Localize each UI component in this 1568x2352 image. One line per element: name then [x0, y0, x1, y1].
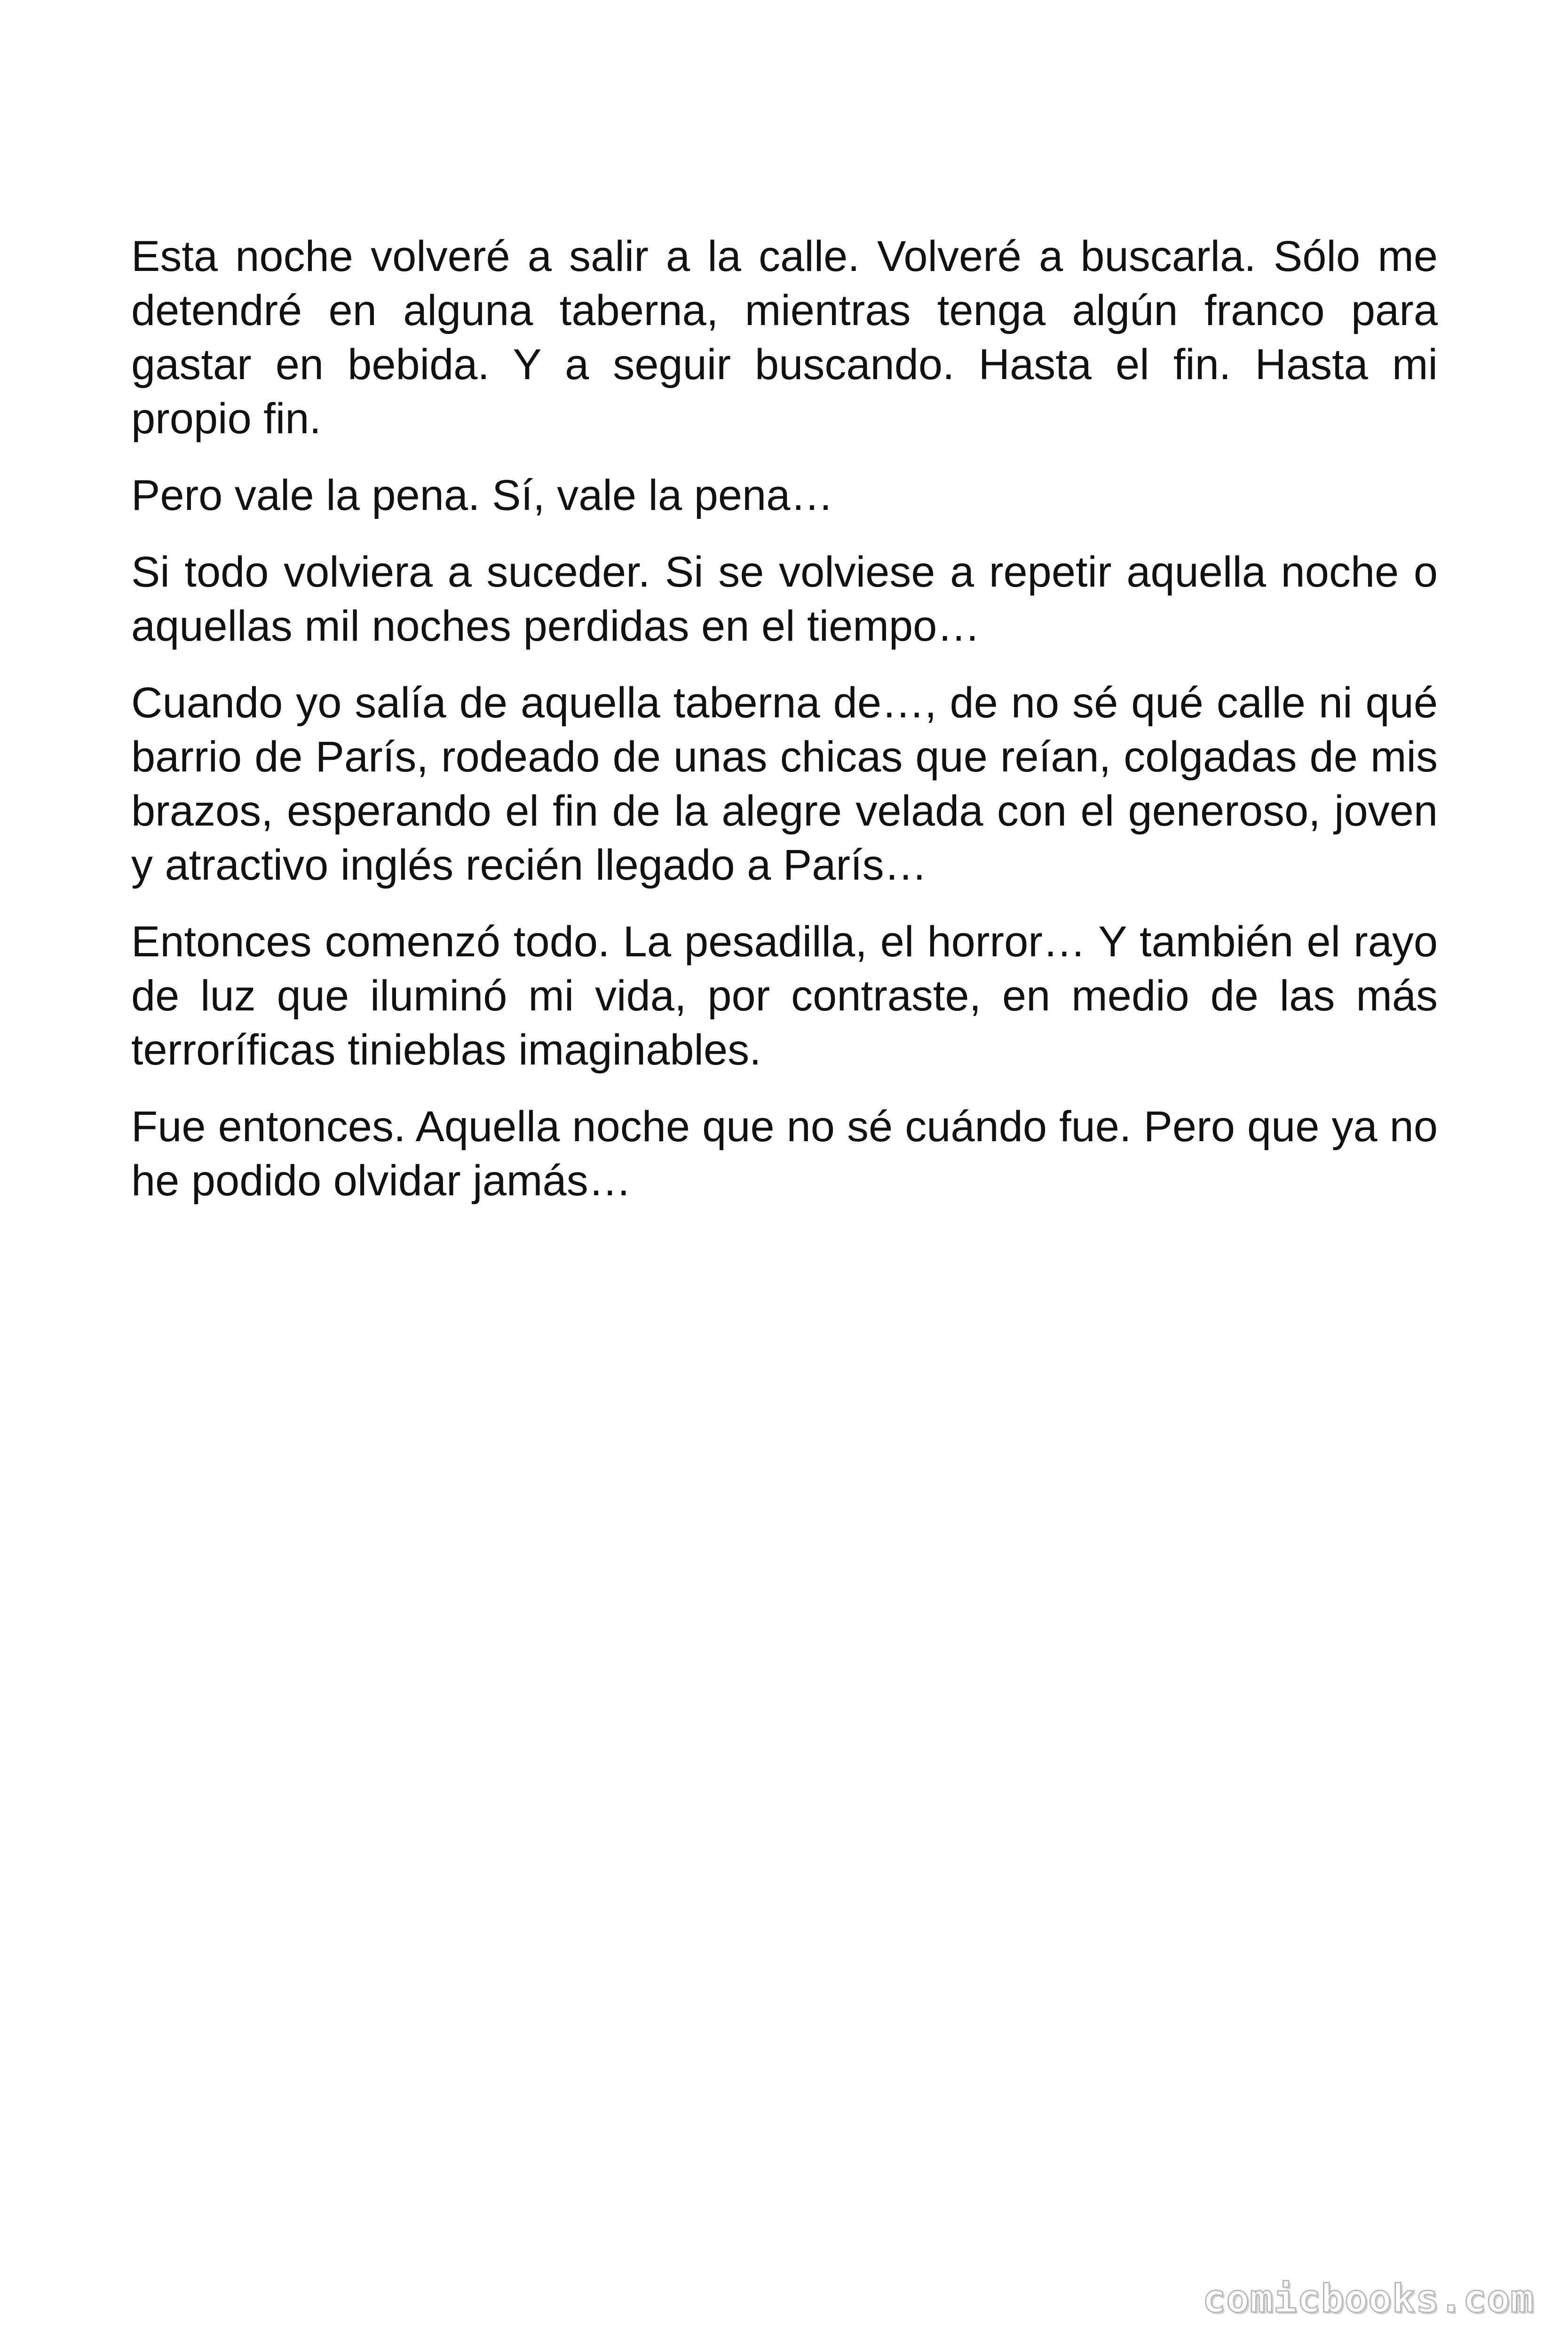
document-body [131, 230, 1438, 1231]
paragraph-2: Pero vale la pena. Sí, vale la pena… [131, 471, 834, 519]
watermark: comicbooks.com [1202, 2277, 1534, 2321]
paragraph-1: Esta noche volveré a salir a la calle. Volveré a buscarla. Sólo me detendré en alguna taberna, mientras tenga algún franco para gastar en bebida. Y a seguir buscando. Hasta el fin. Hasta mi propio fin. [131, 232, 1438, 443]
paragraph-5: Entonces comenzó todo. La pesadilla, el horror… Y también el rayo de luz que iluminó mi vida, por contraste, en medio de las más terroríficas tinieblas imaginables. [131, 918, 1438, 1074]
paragraph-3: Si todo volviera a suceder. Si se volviese a repetir aquella noche o aquellas mil noches perdidas en el tiempo… [131, 548, 1438, 650]
paragraph-4: Cuando yo salía de aquella taberna de…, de no sé qué calle ni qué barrio de París, rodeado de unas chicas que reían, colgadas de mis brazos, esperando el fin de la alegre velada con el generoso, joven y atractivo inglés recién llegado a París… [131, 679, 1438, 889]
paragraph-6: Fue entonces. Aquella noche que no sé cuándo fue. Pero que ya no he podido olvidar jamás… [131, 1103, 1438, 1205]
